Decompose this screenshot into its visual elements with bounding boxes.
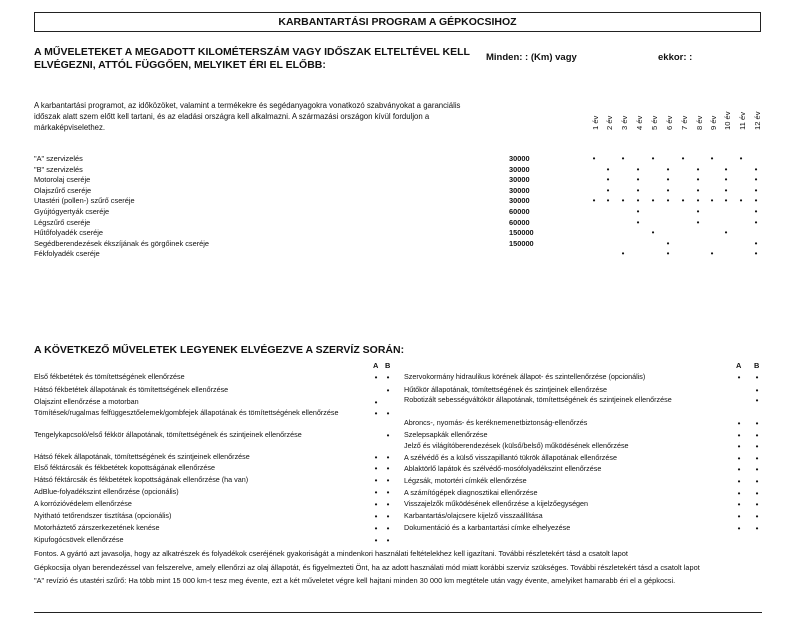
interval-mark: •	[696, 164, 700, 174]
interval-mark: •	[606, 175, 610, 185]
service-item	[404, 464, 729, 474]
right-col-b-header: B	[754, 361, 760, 370]
service-mark-a: •	[737, 477, 741, 486]
interval-mark: •	[636, 175, 640, 185]
interval-mark: •	[666, 196, 670, 206]
service-mark-a: •	[737, 442, 741, 451]
service-mark-b: •	[755, 477, 759, 486]
service-item-text: Dokumentáció és a karbantartási címke elhelyezése	[404, 523, 571, 532]
interval-mark: •	[724, 196, 728, 206]
interval-mark: •	[636, 185, 640, 195]
interval-mark: •	[592, 196, 596, 206]
interval-mark: •	[754, 217, 758, 227]
interval-mark: •	[739, 154, 743, 163]
when-label: ekkor: :	[658, 52, 693, 63]
service-item-text: Hátsó fékek állapotának, tömítettségének és szintjeinek ellenőrzése	[34, 452, 250, 461]
interval-mark: •	[724, 185, 728, 195]
interval-instruction: A MŰVELETEKET A MEGADOTT KILOMÉTERSZÁM VAGY IDŐSZAK ELTELTÉVEL KELL ELVÉGEZNI, ATTÓL FÜGGŐEN, MELYIKET ÉRI EL ELŐBB:	[34, 46, 470, 71]
maintenance-task: Gyújtógyertyák cseréje	[34, 207, 110, 216]
service-item-text: Első fékbetétek és tömítettségének ellenőrzése	[34, 372, 185, 381]
service-mark-a: •	[374, 512, 378, 521]
interval-mark: •	[696, 196, 700, 206]
maintenance-task: Légszűrő cseréje	[34, 217, 91, 227]
maintenance-km: 60000	[509, 207, 530, 216]
notes	[34, 549, 764, 590]
interval-mark: •	[724, 164, 728, 174]
service-item	[404, 523, 729, 533]
year-label: 12 év	[753, 111, 762, 130]
service-mark-b: •	[755, 500, 759, 509]
service-item	[34, 452, 364, 462]
service-mark-a: •	[737, 373, 741, 382]
service-item-text: Szelepsapkák ellenőrzése	[404, 430, 488, 439]
year-label: 7 év	[680, 115, 689, 130]
service-item	[34, 463, 364, 473]
service-mark-b: •	[755, 512, 759, 521]
service-item-text: A számítógépek diagnosztikai ellenőrzése	[404, 488, 538, 497]
service-mark-b: •	[755, 442, 759, 451]
service-item	[404, 385, 729, 395]
maintenance-task: "B" szervizelés	[34, 164, 83, 174]
interval-mark: •	[636, 164, 640, 174]
service-item-text: Kipufogócsövek ellenőrzése	[34, 535, 124, 544]
interval-mark: •	[606, 164, 610, 174]
maintenance-row	[0, 249, 800, 260]
service-item-text: Ablaktörlő lapátok és szélvédő-mosófolyadékszint ellenőrzése	[404, 464, 602, 473]
service-item	[404, 441, 729, 451]
service-mark-b: •	[386, 431, 390, 440]
service-mark-a: •	[737, 431, 741, 440]
maintenance-km: 150000	[509, 228, 534, 238]
service-mark-b: •	[755, 454, 759, 463]
interval-mark: •	[724, 175, 728, 185]
service-mark-b: •	[386, 453, 390, 462]
service-item-text: A korrózióvédelem ellenőrzése	[34, 499, 132, 508]
maintenance-task: Hűtőfolyadék cseréje	[34, 228, 104, 238]
every-km-label: Minden: : (Km) vagy	[486, 52, 577, 63]
service-item	[34, 511, 364, 521]
interval-mark: •	[696, 175, 700, 185]
service-item-text: Tömítések/rugalmas felfüggesztőelemek/gombfejek állapotának és tömítettségének ellenőrzése	[34, 408, 339, 417]
service-mark-b: •	[755, 419, 759, 428]
maintenance-row	[0, 196, 800, 207]
year-label: 1 év	[591, 115, 600, 130]
service-item	[34, 372, 364, 382]
service-item	[34, 487, 364, 497]
interval-mark: •	[696, 217, 700, 227]
service-mark-a: •	[737, 454, 741, 463]
service-mark-a: •	[737, 489, 741, 498]
service-item	[34, 397, 364, 407]
service-mark-a: •	[374, 398, 378, 407]
service-item	[34, 408, 364, 418]
interval-mark: •	[636, 207, 640, 216]
interval-mark: •	[621, 154, 625, 163]
interval-mark: •	[651, 196, 655, 206]
year-label: 10 év	[723, 111, 732, 130]
year-label: 2 év	[605, 115, 614, 130]
interval-mark: •	[681, 196, 685, 206]
service-mark-a: •	[374, 488, 378, 497]
service-item	[404, 499, 729, 509]
interval-mark: •	[754, 164, 758, 174]
note-item: "A" revízió és utastéri szűrő: Ha több mint 15 000 km-t tesz meg évente, ezt a két műveletet végre kell hajtani minden 30 000 km megtétele után vagy évente, amelyiket hamarabb éri el a gépkocsi.	[34, 576, 676, 585]
service-mark-b: •	[755, 373, 759, 382]
service-item	[34, 475, 364, 485]
service-mark-a: •	[737, 524, 741, 533]
service-item-text: Robotizált sebességváltókör állapotának, tömítettségének és szintjeinek ellenőrzése	[404, 395, 672, 404]
maintenance-row	[0, 165, 800, 176]
interval-mark: •	[636, 196, 640, 206]
note-item: Gépkocsija olyan berendezéssel van felszerelve, amely ellenőrzi az olaj állapotát, és figyelmezteti Önt, ha az adott használati mód miatt korábbi szerviz szükséges. További részletekért tásd a csatolt lapot	[34, 562, 700, 572]
interval-mark: •	[666, 164, 670, 174]
service-item	[404, 430, 729, 440]
service-item	[404, 395, 729, 405]
service-mark-a: •	[374, 536, 378, 545]
year-label: 6 év	[665, 115, 674, 130]
service-mark-b: •	[755, 524, 759, 533]
interval-mark: •	[739, 196, 743, 206]
maintenance-row	[0, 207, 800, 218]
maintenance-task: Motorolaj cseréje	[34, 175, 91, 185]
service-item-text: Légzsák, motortéri címkék ellenőrzése	[404, 476, 527, 485]
maintenance-row	[0, 239, 800, 250]
service-item-text: Tengelykapcsoló/első fékkör állapotának, tömítettségének és szintjeinek ellenőrzése	[34, 430, 302, 439]
year-label: 11 év	[738, 111, 747, 130]
maintenance-row	[0, 228, 800, 239]
interval-mark: •	[666, 238, 670, 248]
service-mark-b: •	[386, 409, 390, 418]
interval-mark: •	[621, 249, 625, 259]
interval-mark: •	[754, 238, 758, 248]
interval-mark: •	[724, 228, 728, 238]
service-item-text: Karbantartás/olajcsere kijelző visszaállítása	[404, 511, 543, 520]
interval-mark: •	[651, 154, 655, 163]
interval-mark: •	[754, 185, 758, 195]
maintenance-km: 30000	[509, 175, 530, 185]
interval-header	[486, 52, 766, 63]
interval-mark: •	[636, 217, 640, 227]
interval-mark: •	[696, 185, 700, 195]
maintenance-row	[0, 175, 800, 186]
interval-mark: •	[710, 154, 714, 163]
service-section-title: A KÖVETKEZŐ MŰVELETEK LEGYENEK ELVÉGEZVE A SZERVÍZ SORÁN:	[34, 344, 405, 356]
service-item-text: AdBlue-folyadékszint ellenőrzése (opcionális)	[34, 487, 179, 496]
service-mark-a: •	[737, 500, 741, 509]
service-mark-a: •	[374, 453, 378, 462]
service-mark-b: •	[755, 465, 759, 474]
service-item	[404, 418, 729, 428]
year-label: 5 év	[650, 115, 659, 130]
service-mark-a: •	[374, 409, 378, 418]
interval-mark: •	[754, 196, 758, 206]
service-mark-b: •	[386, 476, 390, 485]
interval-mark: •	[606, 185, 610, 195]
service-item	[404, 372, 729, 382]
maintenance-km: 30000	[509, 185, 530, 195]
service-mark-a: •	[374, 373, 378, 382]
service-item-text: Hátsó féktárcsák és fékbetétek kopottságának ellenőrzése (ha van)	[34, 475, 249, 484]
year-label: 3 év	[620, 115, 629, 130]
maintenance-task: "A" szervizelés	[34, 154, 83, 163]
service-item-text: A szélvédő és a külső visszapillantó tükrök állapotának ellenőrzése	[404, 453, 617, 462]
interval-mark: •	[592, 154, 596, 163]
service-mark-b: •	[386, 524, 390, 533]
service-item	[34, 523, 364, 533]
note-item: Fontos. A gyártó azt javasolja, hogy az alkatrészek és folyadékok cseréjének gyakoriságát a mindenkori használati feltételekhez kell igazítani. További részletekért tásd a csatolt lapot	[34, 549, 628, 558]
service-item-text: Első féktárcsák és fékbetétek kopottságának ellenőrzése	[34, 463, 215, 472]
service-item-text: Hátsó fékbetétek állapotának és tömítettségének ellenőrzése	[34, 385, 229, 394]
service-item	[34, 499, 364, 509]
interval-mark: •	[621, 196, 625, 206]
service-item	[404, 453, 729, 463]
service-item	[34, 430, 364, 440]
service-mark-b: •	[386, 464, 390, 473]
service-item-text: Nyitható tetőrendszer tisztítása (opcionális)	[34, 511, 172, 520]
page-title: KARBANTARTÁSI PROGRAM A GÉPKOCSIHOZ	[34, 12, 761, 32]
service-mark-b: •	[386, 500, 390, 509]
maintenance-km: 60000	[509, 217, 530, 227]
maintenance-task: Utastéri (pollen-) szűrő cseréje	[34, 196, 135, 206]
interval-mark: •	[606, 196, 610, 206]
left-col-a-header: A	[373, 361, 379, 370]
interval-mark: •	[710, 249, 714, 259]
maintenance-row	[0, 218, 800, 229]
service-item	[404, 511, 729, 521]
interval-mark: •	[681, 154, 685, 163]
service-mark-b: •	[386, 373, 390, 382]
service-item-text: Jelző és világítóberendezések (külső/belső) működésének ellenőrzése	[404, 441, 629, 450]
service-item	[34, 385, 364, 395]
interval-mark: •	[710, 196, 714, 206]
service-item-text: Motorháztető zárszerkezetének kenése	[34, 523, 160, 532]
interval-mark: •	[696, 207, 700, 216]
service-mark-b: •	[386, 386, 390, 395]
maintenance-task: Segédberendezések ékszíjának és görgőinek cseréje	[34, 238, 210, 248]
intro-text: A karbantartási programot, az időközöket, valamint a termékekre és segédanyagokra vonatkozó szabványokat a garanciális időszak alatt szem előtt kell tartani, és az eladási országra kell alkalmazni. A származási országon kívül forduljon a márkaképviselethez.	[34, 101, 461, 132]
interval-mark: •	[666, 175, 670, 185]
maintenance-km: 30000	[509, 164, 530, 174]
maintenance-km: 30000	[509, 196, 530, 206]
maintenance-row	[0, 186, 800, 197]
service-item-text: Abroncs-, nyomás- és keréknemenetbiztonság-ellenőrzés	[404, 418, 588, 427]
year-label: 9 év	[709, 115, 718, 130]
interval-mark: •	[666, 249, 670, 259]
year-label: 4 év	[635, 115, 644, 130]
service-mark-b: •	[755, 386, 759, 395]
service-mark-b: •	[386, 512, 390, 521]
service-item-text: Szervokormány hidraulikus körének állapot- és szintellenőrzése (opcionális)	[404, 372, 646, 381]
service-mark-a: •	[737, 465, 741, 474]
service-mark-a: •	[737, 419, 741, 428]
maintenance-km: 30000	[509, 154, 530, 163]
right-col-a-header: A	[736, 361, 742, 370]
service-item-text: Olajszint ellenőrzése a motorban	[34, 397, 139, 406]
service-mark-a: •	[374, 464, 378, 473]
service-mark-b: •	[755, 489, 759, 498]
service-item-text: Visszajelzők működésének ellenőrzése a kijelzőegységen	[404, 499, 589, 508]
service-item	[404, 488, 729, 498]
service-mark-a: •	[374, 476, 378, 485]
interval-mark: •	[666, 185, 670, 195]
interval-mark: •	[754, 175, 758, 185]
service-mark-a: •	[374, 500, 378, 509]
maintenance-task: Fékfolyadék cseréje	[34, 249, 100, 259]
service-item-text: Hűtőkör állapotának, tömítettségének és szintjeinek ellenőrzése	[404, 385, 607, 394]
service-mark-a: •	[737, 512, 741, 521]
service-mark-b: •	[386, 488, 390, 497]
interval-mark: •	[754, 249, 758, 259]
bottom-divider	[34, 612, 762, 613]
service-item	[404, 476, 729, 486]
service-mark-b: •	[755, 431, 759, 440]
year-label: 8 év	[695, 115, 704, 130]
interval-mark: •	[754, 207, 758, 216]
maintenance-row	[0, 154, 800, 165]
service-item	[34, 535, 364, 545]
service-mark-a: •	[374, 524, 378, 533]
service-mark-b: •	[386, 536, 390, 545]
maintenance-task: Olajszűrő cseréje	[34, 185, 92, 195]
service-mark-b: •	[755, 396, 759, 405]
maintenance-km: 150000	[509, 238, 534, 248]
left-col-b-header: B	[385, 361, 391, 370]
interval-mark: •	[651, 228, 655, 238]
